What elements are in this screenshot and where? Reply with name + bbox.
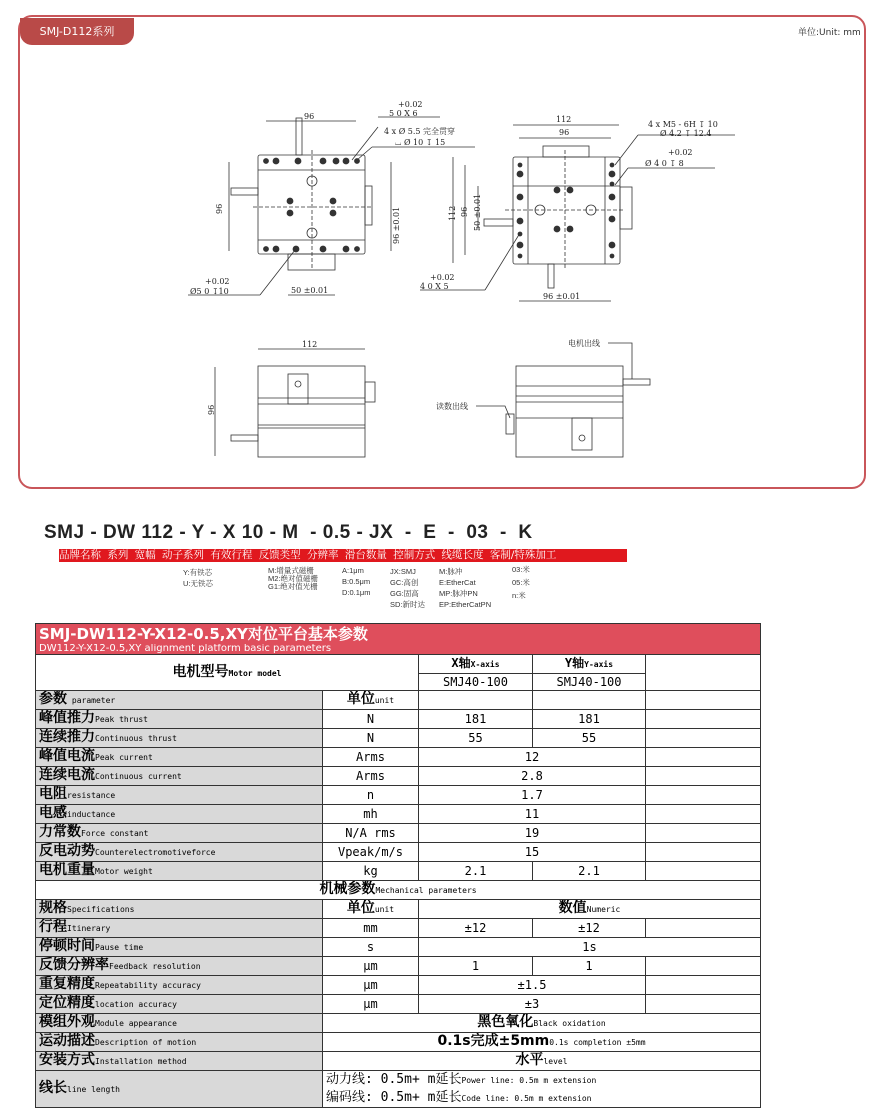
param-label: 停顿时间Pause time [36,938,323,957]
empty-cell [646,786,761,805]
empty-cell [646,767,761,786]
param-label: 规格Specifications [36,900,323,919]
param-label: 电感inductance [36,805,323,824]
series-tag: SMJ-D112系列 [20,18,134,45]
table-row [36,691,761,710]
unit-note: 单位:Unit: mm [798,28,861,38]
empty-cell [646,957,761,976]
table-row [36,843,761,862]
param-value: 0.1s完成±5mm0.1s completion ±5mm [323,1033,761,1052]
dim-top-width: 96 [304,112,315,121]
empty-cell [646,748,761,767]
callout-top-1: 5 0 X 6 [389,109,418,118]
dim-top-bottom: 50 ±0.01 [291,286,329,295]
part-number-code: SMJ - DW 112 - Y - X 10 - M - 0.5 - JX - E - 03 - K [44,522,533,543]
param-label: 峰值推力Peak thrust [36,710,323,729]
y-motor-model: SMJ40-100 [533,674,646,691]
param-value: 11 [419,805,646,824]
callout-top-3: Ø5 0 ↧10 [190,287,229,296]
empty-cell [646,805,761,824]
dim-front-height: 96 [207,404,216,415]
param-unit: n [323,786,419,805]
part-number-legend: 品牌名称 系列 宽幅 动子系列 有效行程 反馈类型 分辨率 滑台数量 控制方式 线缆长度 客制/特殊加工 [59,549,627,562]
callout-side-1b: Ø 4.2 ↧ 12.4 [660,129,712,138]
empty-cell [646,862,761,881]
param-unit: μm [323,976,419,995]
param-unit: mm [323,919,419,938]
dim-front-width: 112 [302,340,318,349]
technical-drawing [0,0,885,490]
table-row [36,938,761,957]
y-value: 55 [533,729,646,748]
callout-side-1: 4 x M5 - 6H ↧ 10 [648,120,718,129]
table-row [36,710,761,729]
param-label: 峰值电流Peak current [36,748,323,767]
dim-top-height: 96 [215,203,224,214]
table-row [36,748,761,767]
x-value: ±12 [419,919,533,938]
empty-cell [646,710,761,729]
table-row [36,919,761,938]
front-view [215,349,375,457]
callout-top-2b: ⌴ Ø 10 ↧ 15 [395,138,446,147]
callout-top-2: 4 x Ø 5.5 完全贯穿 [384,127,456,136]
param-value: 12 [419,748,646,767]
param-unit: N [323,710,419,729]
param-unit: Vpeak/m/s [323,843,419,862]
rear-view [476,343,650,457]
table-title: SMJ-DW112-Y-X12-0.5,XY对位平台基本参数 [36,624,761,645]
y-value [533,691,646,710]
x-value: 2.1 [419,862,533,881]
dim-side-outer-height: 112 [448,205,457,221]
empty-cell [646,919,761,938]
feedback-options: M:增量式磁栅 M2:绝对值磁栅 G1:绝对值光栅 [268,566,319,591]
y-value: 2.1 [533,862,646,881]
table-row [36,1014,761,1033]
param-unit: Arms [323,748,419,767]
param-value: 水平level [323,1052,761,1071]
reader-cable-label: 读数出线 [436,402,468,411]
line-length-value: 动力线: 0.5m+ m延长Power line: 0.5m m extension 编码线: 0.5m+ m延长Code line: 0.5m m extension [323,1071,761,1108]
y-value: 1 [533,957,646,976]
table-row [36,862,761,881]
param-unit: 单位unit [323,691,419,710]
x-value [419,691,533,710]
table-row [36,1052,761,1071]
param-label: 模组外观Module appearance [36,1014,323,1033]
table-row [36,767,761,786]
x-motor-model: SMJ40-100 [419,674,533,691]
param-unit: 单位unit [323,900,419,919]
dim-top-right: 96 ±0.01 [392,206,401,244]
x-axis-header: X轴X-axis [419,655,533,674]
callout-side-2-tol: +0.02 [668,148,693,157]
table-row [36,957,761,976]
param-value: 2.8 [419,767,646,786]
callout-top-1-tol: +0.02 [398,100,423,109]
table-row [36,995,761,1014]
param-unit: mh [323,805,419,824]
empty-cell [646,691,761,710]
table-row [36,729,761,748]
param-value: 数值Numeric [419,900,761,919]
table-row [36,976,761,995]
param-label: 参数 parameter [36,691,323,710]
param-label: 行程Itinerary [36,919,323,938]
empty-cell [646,843,761,862]
param-label: 反馈分辨率Feedback resolution [36,957,323,976]
param-unit: μm [323,957,419,976]
mover-options: Y:有铁芯 U:无铁芯 [183,568,213,588]
param-unit: μm [323,995,419,1014]
x-value: 181 [419,710,533,729]
param-label: 电阻resistance [36,786,323,805]
callout-side-3: 4 0 X 5 [420,282,449,291]
empty-cell [646,976,761,995]
dim-side-bottom: 96 ±0.01 [543,292,581,301]
empty-cell [646,824,761,843]
callout-top-3-tol: +0.02 [205,277,230,286]
motor-cable-label: 电机出线 [568,339,600,348]
param-unit: Arms [323,767,419,786]
resolution-options: A:1μm B:0.5μm D:0.1μm [342,566,371,597]
dim-side-outer-width: 112 [556,115,572,124]
param-value: 1s [419,938,761,957]
dim-side-inner-width: 96 [559,128,570,137]
param-unit: N/A rms [323,824,419,843]
param-label: 电机重量Motor weight [36,862,323,881]
param-value: 1.7 [419,786,646,805]
x-value: 55 [419,729,533,748]
dim-side-inner-height: 96 [460,206,469,217]
mechanical-section-header: 机械参数Mechanical parameters [36,881,761,900]
table-subtitle: DW112-Y-X12-0.5,XY alignment platform basic parameters [36,644,761,655]
param-label: 力常数Force constant [36,824,323,843]
empty-cell [646,995,761,1014]
control-options: M:脉冲 E:EtherCat MP:脉冲PN EP:EtherCatPN [439,567,492,609]
param-value: 19 [419,824,646,843]
table-row [36,786,761,805]
table-row [36,824,761,843]
y-axis-header: Y轴Y-axis [533,655,646,674]
cable-options: 03:米 05:米 n:米 [512,565,530,600]
y-value: 181 [533,710,646,729]
empty-cell [646,655,761,691]
param-value: ±3 [419,995,646,1014]
table-row [36,805,761,824]
param-value: 15 [419,843,646,862]
callout-side-3-tol: +0.02 [430,273,455,282]
callout-side-2: Ø 4 0 ↧ 8 [645,159,684,168]
table-row [36,1033,761,1052]
param-label: 线长line length [36,1071,323,1108]
parameter-table [35,623,761,1108]
param-label: 重复精度Repeatability accuracy [36,976,323,995]
empty-cell [646,729,761,748]
param-label: 连续电流Continuous current [36,767,323,786]
motor-model-header: 电机型号Motor model [36,655,419,691]
param-label: 反电动势Counterelectromotiveforce [36,843,323,862]
param-unit: s [323,938,419,957]
y-value: ±12 [533,919,646,938]
param-value: ±1.5 [419,976,646,995]
param-label: 连续推力Continuous thrust [36,729,323,748]
param-label: 安装方式Installation method [36,1052,323,1071]
param-label: 运动描述Description of motion [36,1033,323,1052]
param-label: 定位精度location accuracy [36,995,323,1014]
x-value: 1 [419,957,533,976]
table-row [36,900,761,919]
dim-side-left: 50 ±0.01 [473,193,482,231]
param-unit: kg [323,862,419,881]
param-value: 黑色氧化Black oxidation [323,1014,761,1033]
param-unit: N [323,729,419,748]
slide-options: JX:SMJ GC:高创 GG:固高 SD:新时达 [390,567,426,609]
